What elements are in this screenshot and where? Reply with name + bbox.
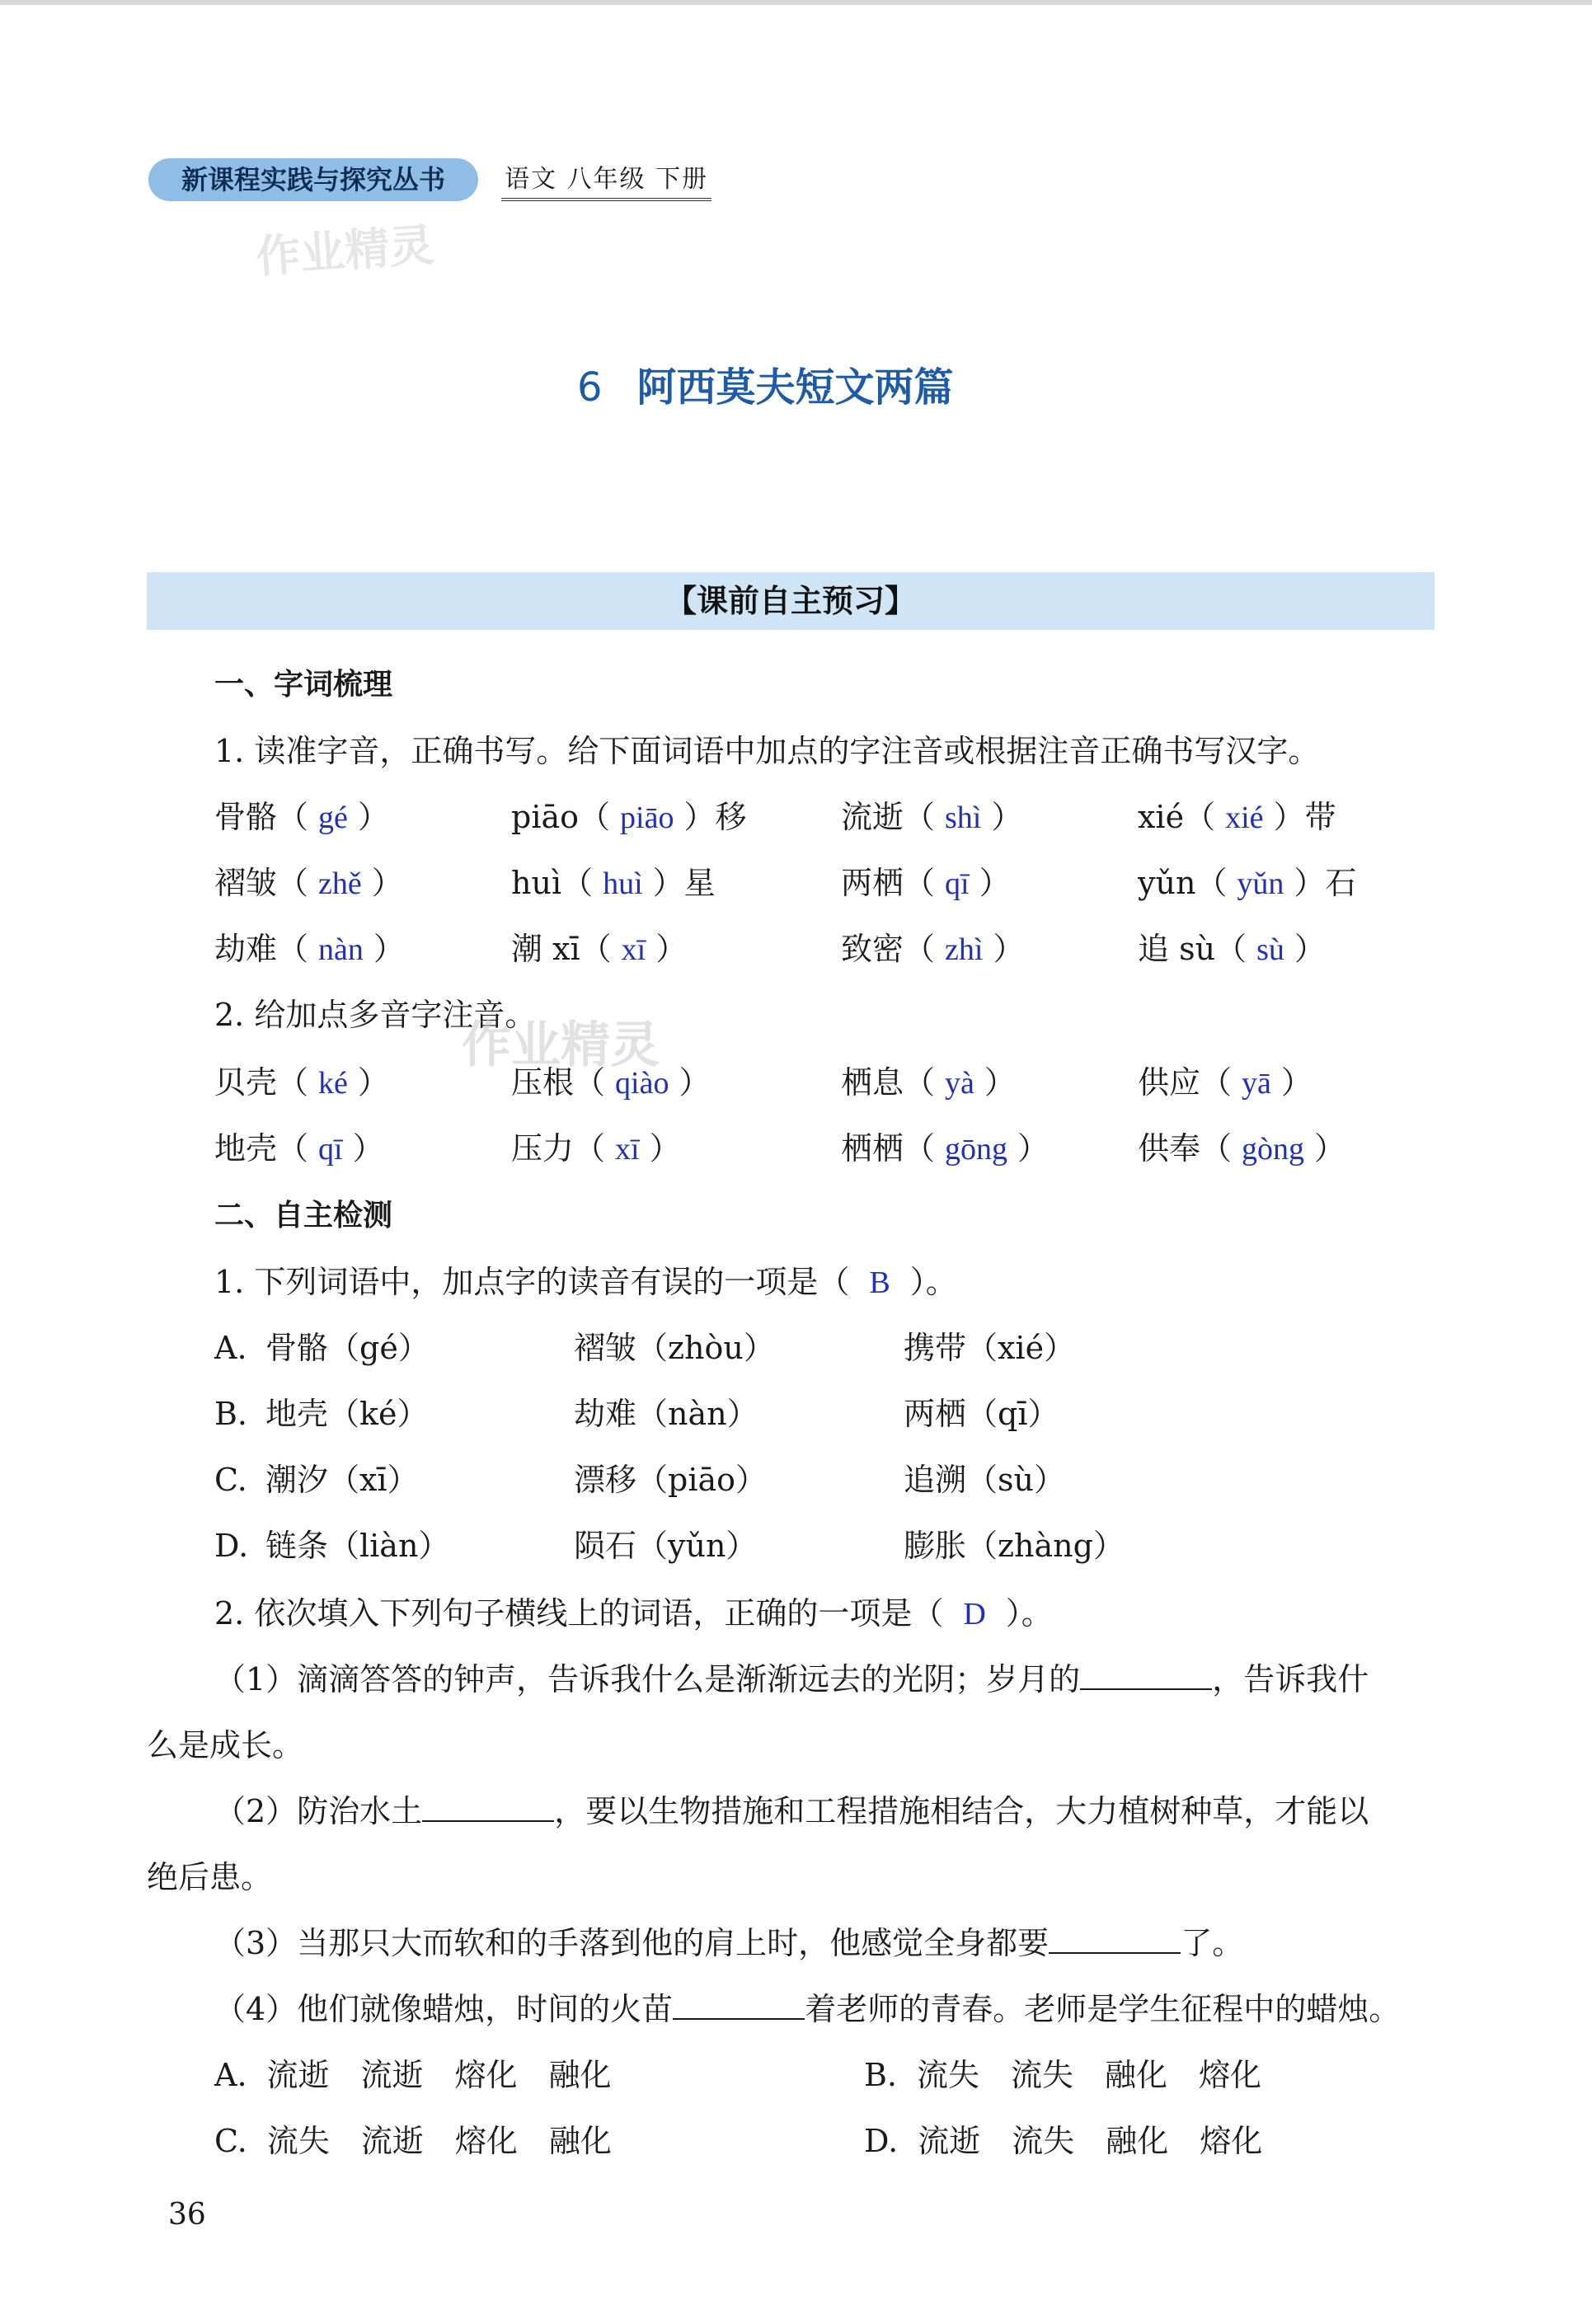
pinyin-item: huì（ huì ）星	[511, 865, 716, 901]
sentence-1-cont: 么是成长。	[147, 1727, 304, 1763]
pinyin-item: 贝壳（ ké ）	[214, 1064, 389, 1101]
pinyin-item: 栖栖（ gōng ）	[841, 1130, 1050, 1167]
pinyin-item: 地壳（ qī ）	[214, 1130, 384, 1167]
part1-q1-prompt: 1. 读准字音，正确书写。给下面词语中加点的字注音或根据注音正确书写汉字。	[214, 733, 1320, 769]
answer-text: yā	[1242, 1066, 1271, 1101]
pinyin-item: 压力（ xī ）	[511, 1130, 681, 1167]
answer-text: zhě	[318, 866, 362, 901]
lesson-title	[577, 363, 954, 412]
option-word: 漂移（piāo）	[574, 1462, 768, 1498]
pinyin-item: 劫难（ nàn ）	[214, 931, 405, 967]
part2-q2-prompt: 2. 依次填入下列句子横线上的词语，正确的一项是（ D ）。	[214, 1595, 1053, 1631]
pinyin-item: 流逝（ shì ）	[841, 799, 1023, 835]
choice-option: D. 流逝 流失 融化 熔化	[864, 2123, 1263, 2159]
answer-text: qī	[945, 866, 970, 901]
watermark-top: 作业精灵	[254, 218, 436, 284]
answer-text: yà	[945, 1066, 974, 1101]
pinyin-item: 压根（ qiào ）	[511, 1064, 711, 1101]
pinyin-item: 骨骼（ gé ）	[214, 799, 389, 835]
sentence-2-cont: 绝后患。	[147, 1859, 273, 1895]
answer-text: shì	[945, 800, 982, 835]
answer-text: nàn	[318, 932, 364, 967]
option-word: 褶皱（zhòu）	[574, 1330, 775, 1366]
part2-q1-prompt: 1. 下列词语中，加点字的读音有误的一项是（ B ）。	[214, 1264, 957, 1300]
sentence-3: （3）当那只大而软和的手落到他的肩上时，他感觉全身都要 了。	[214, 1925, 1244, 1961]
pinyin-item: 供应（ yā ）	[1138, 1064, 1313, 1101]
option-word: 潮汐（xī）	[265, 1462, 419, 1498]
pinyin-item: 潮 xī（ xī ）	[511, 931, 688, 967]
option-word: 两栖（qī）	[904, 1396, 1059, 1432]
option-label: A.	[214, 1330, 247, 1366]
pinyin-item: piāo（ piāo ）移	[511, 799, 747, 835]
answer-text: xī	[621, 932, 646, 967]
choice-option: C. 流失 流逝 熔化 融化	[214, 2123, 612, 2159]
pinyin-item: xié（ xié ）带	[1138, 799, 1336, 835]
answer-text: xī	[615, 1132, 640, 1167]
blank-3[interactable]	[1049, 1924, 1181, 1954]
option-word: 陨石（yǔn）	[574, 1528, 758, 1564]
part1-q2-prompt: 2. 给加点多音字注音。	[214, 997, 537, 1033]
choice-option: B. 流失 流失 融化 熔化	[864, 2057, 1262, 2093]
option-word: 追溯（sù）	[904, 1462, 1065, 1498]
top-edge-line	[0, 0, 1592, 5]
answer-text: xié	[1225, 800, 1264, 835]
pinyin-item: 两栖（ qī ）	[841, 865, 1011, 901]
answer-text: gé	[318, 800, 348, 835]
answer-text: gōng	[945, 1132, 1008, 1167]
part2-q1-answer: B	[869, 1265, 890, 1300]
sentence-4: （4）他们就像蜡烛，时间的火苗 着老师的青春。老师是学生征程中的蜡烛。	[214, 1991, 1401, 2027]
choice-option: A. 流逝 流逝 熔化 融化	[214, 2057, 612, 2093]
subject-grade: 语文 八年级 下册	[501, 162, 711, 201]
option-label: C.	[214, 1462, 247, 1498]
pinyin-item: 致密（ zhì ）	[841, 931, 1025, 967]
pinyin-item: 栖息（ yà ）	[841, 1064, 1016, 1101]
series-badge: 新课程实践与探究丛书	[148, 158, 478, 201]
answer-text: piāo	[620, 800, 674, 835]
blank-1[interactable]	[1080, 1660, 1212, 1690]
option-label: D.	[214, 1528, 249, 1564]
option-word: 地壳（ké）	[265, 1396, 429, 1432]
answer-text: yǔn	[1237, 866, 1284, 901]
part1-heading: 一、字词梳理	[214, 668, 393, 702]
answer-text: ké	[318, 1066, 348, 1101]
option-label: B.	[214, 1396, 248, 1432]
option-word: 膨胀（zhàng）	[904, 1528, 1125, 1564]
page-number: 36	[168, 2198, 206, 2232]
answer-text: qiào	[615, 1066, 669, 1101]
watermark-mid: 作业精灵	[462, 1016, 660, 1074]
option-word: 骨骼（gé）	[265, 1330, 430, 1366]
answer-text: gòng	[1242, 1132, 1305, 1167]
part2-heading: 二、自主检测	[214, 1199, 393, 1232]
part2-q2-answer: D	[963, 1597, 986, 1631]
sentence-2: （2）防治水土 ，要以生物措施和工程措施相结合，大力植树种草，才能以	[214, 1793, 1369, 1829]
blank-4[interactable]	[673, 1990, 805, 2020]
answer-text: sù	[1256, 932, 1284, 967]
sentence-1: （1）滴滴答答的钟声，告诉我什么是渐渐远去的光阴；岁月的 ，告诉我什	[214, 1661, 1369, 1697]
answer-text: qī	[318, 1132, 343, 1167]
option-word: 链条（liàn）	[265, 1528, 450, 1564]
answer-text: huì	[603, 866, 643, 901]
pinyin-item: 褶皱（ zhě ）	[214, 865, 403, 901]
option-word: 劫难（nàn）	[574, 1396, 758, 1432]
pinyin-item: 追 sù（ sù ）	[1138, 931, 1326, 967]
pinyin-item: 供奉（ gòng ）	[1138, 1130, 1346, 1167]
pinyin-item: yǔn（ yǔn ）石	[1138, 865, 1357, 901]
blank-2[interactable]	[422, 1792, 554, 1822]
lesson-number: 6	[577, 364, 603, 411]
section-banner: 【课前自主预习】	[147, 572, 1435, 630]
lesson-name: 阿西莫夫短文两篇	[636, 364, 954, 411]
option-word: 携带（xié）	[904, 1330, 1076, 1366]
answer-text: zhì	[945, 932, 984, 967]
